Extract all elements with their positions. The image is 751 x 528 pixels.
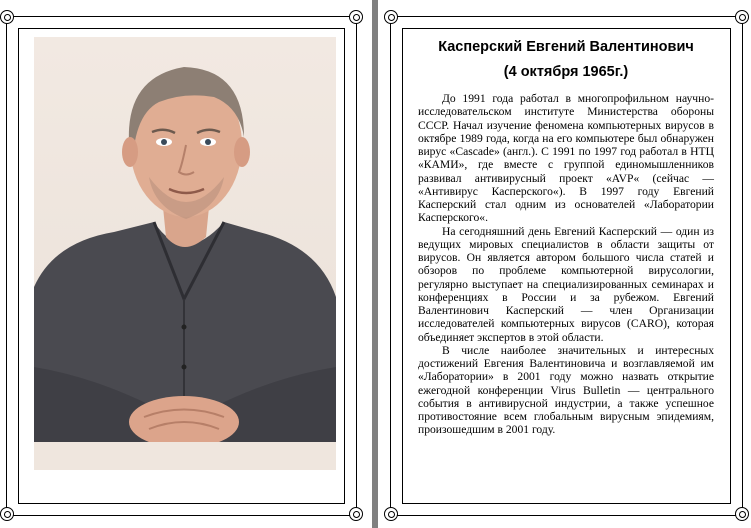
person-name-heading: Касперский Евгений Валентинович [438,39,694,55]
corner-ornament-icon [0,10,14,24]
corner-ornament-icon [735,10,749,24]
corner-ornament-icon [384,10,398,24]
right-page [378,0,751,528]
portrait-photo [34,37,336,470]
portrait-illustration [34,37,336,470]
biography-paragraph: На сегодняшний день Евгений Касперский — один из ведущих мировых специалистов в области защиты от вирусов. Он является автором большого числа статей и обзоров по проблеме компьютерной вирусологии, регулярно выступает на специализированных семинарах и конференциях в России и за рубежом. Евгений Валентинович Касперский — член Организации исследователей компьютерных вирусов (CARO), которая объединяет экспертов в этой области. [418,224,714,344]
corner-ornament-icon [0,507,14,521]
left-page [0,0,372,528]
corner-ornament-icon [735,507,749,521]
biography-paragraph: В числе наиболее значительных и интересных достижений Евгения Валентиновича и возглавляемой им «Лаборатории» в 2001 году можно назвать открытие ежегодной конференции Virus Bulletin — центрального события в антивирусной индустрии, а также успешное противостояние всем глобальным вирусным эпидемиям, произошедшим в 2001 году. [418,343,714,437]
corner-ornament-icon [349,10,363,24]
biography-paragraph: До 1991 года работал в многопрофильном научно-исследовательском институте Министерства обороны СССР. Начал изучение феномена компьютерных вирусов в октябре 1989 года, когда на его компьютере был обнаружен вирус «Cascade» (англ.). С 1991 по 1997 год работал в НТЦ «КАМИ», где вместе с группой единомышленников развивал антивирусный проект «AVP« (сейчас — «Антивирус Касперского«). В 1997 году Евгений Касперский стал одним из основателей «Лаборатории Касперского«. [418,92,714,225]
biography-text [418,92,714,437]
corner-ornament-icon [384,507,398,521]
corner-ornament-icon [349,507,363,521]
birth-date-heading: (4 октября 1965г.) [503,64,629,80]
